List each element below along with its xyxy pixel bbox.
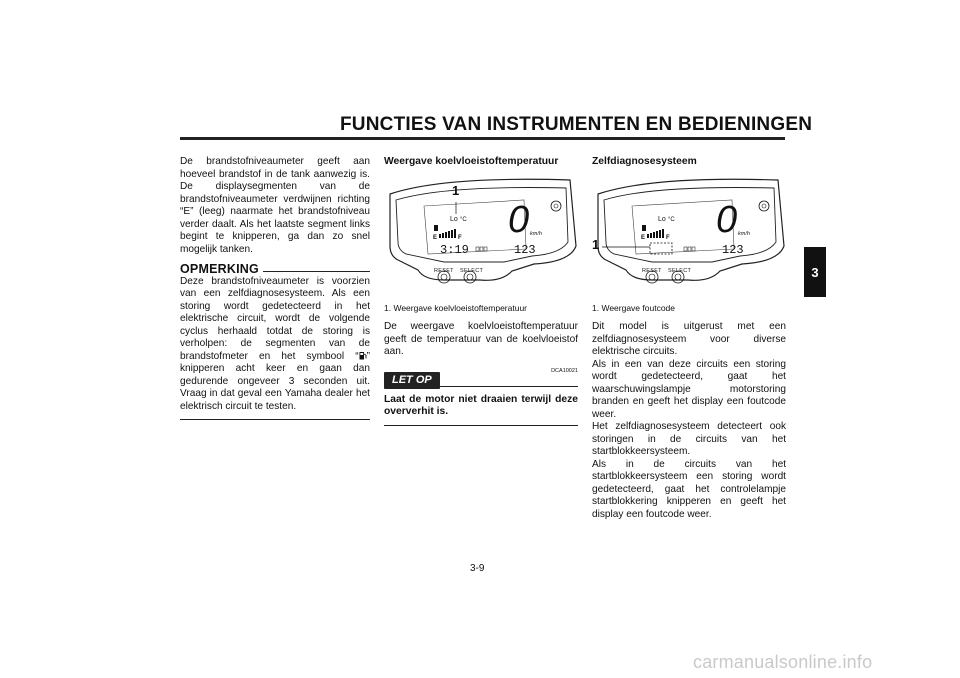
select-label: SELECT	[460, 267, 484, 274]
fuel-e-label: E	[641, 234, 646, 241]
warning-indicator-icon	[551, 201, 561, 211]
note-title: OPMERKING	[180, 262, 259, 276]
callout-number: 1	[452, 182, 460, 198]
note-text-part-1: Deze brandstofniveaumeter is voorzien van een zelfdiagnosesysteem. Als een storing wordt gedetecteerd in het elektrische circuit, wordt de volgende cyclus herhaald totdat de storing is verholpen: de segmenten van de brandstofmeter en het symbool “	[180, 275, 370, 362]
column-2	[384, 156, 578, 426]
note-end-rule	[180, 419, 370, 420]
fuel-f-label: F	[458, 234, 462, 241]
diagnosis-paragraph: Als in een van deze circuits een storing wordt gedetecteerd, gaat het waarschuwingslampje motorstoring branden en geeft het display een foutcode weer.	[592, 358, 786, 420]
page-title: FUNCTIES VAN INSTRUMENTEN EN BEDIENINGEN	[340, 114, 813, 135]
clock-readout: 3:19	[440, 242, 469, 257]
reset-label: RESET	[434, 267, 454, 274]
figure-caption: 1. Weergave koelvloeistoftemperatuur	[384, 302, 528, 313]
note-text	[180, 276, 370, 414]
select-label: SELECT	[668, 267, 692, 274]
figure-caption: 1. Weergave foutcode	[592, 302, 676, 313]
caution-badge: LET OP	[384, 372, 440, 389]
column-1	[180, 156, 370, 420]
celsius-unit: °C	[668, 216, 675, 223]
odometer-readout: 123	[722, 242, 744, 257]
callout-number: 1	[592, 236, 600, 252]
lo-readout: Lo	[450, 215, 458, 223]
fuel-gauge-intro: De brandstofniveaumeter geeft aan hoeveel brandstof in de tank aanwezig is. De displaysegmenten van de brandstofniveaumeter verdwijnen richting “E” (leeg) naarmate het brandstofniveau verder daalt. Als het laatste segment links begint te knipperen, ga dan zo snel mogelijk tanken.	[180, 156, 370, 255]
speed-unit: km/h	[738, 230, 750, 237]
fuel-gauge-segments	[439, 229, 456, 238]
caution-rule	[440, 386, 578, 387]
diagnosis-paragraph: Als in de circuits van het startblokkeersysteem een storing wordt gedetecteerd, gaat het controlelampje startblokkering knipperen en geeft het display een foutcode weer.	[592, 458, 786, 520]
fuel-gauge-segments	[647, 229, 664, 238]
caution-header	[384, 365, 578, 389]
coolant-section-title: Weergave koelvloeistoftemperatuur	[384, 156, 559, 167]
fuel-f-label: F	[666, 234, 670, 241]
speed-readout: 0	[716, 198, 738, 241]
fuel-pump-icon	[434, 225, 438, 231]
diagnosis-paragraph: Dit model is uitgerust met een zelfdiagnosesysteem voor diverse elektrische circuits.	[592, 321, 786, 357]
warning-indicator-icon	[759, 201, 769, 211]
odometer-readout: 123	[514, 242, 536, 257]
note-rule	[263, 271, 370, 272]
odometer-indicator	[684, 247, 695, 251]
note-header	[180, 263, 370, 276]
caution-text: Laat de motor niet draaien terwijl deze oververhit is.	[384, 393, 578, 417]
odometer-indicator	[476, 247, 487, 251]
celsius-unit: °C	[460, 216, 467, 223]
lo-readout: Lo	[658, 215, 666, 223]
error-code-figure	[592, 176, 786, 296]
note-text-part-2: ” knipperen acht keer en gaan dan gedurende ongeveer 3 seconden uit. Vraag in dat geval een Yamaha dealer het elektrisch circuit te testen.	[180, 350, 370, 412]
column-3	[592, 156, 786, 521]
instrument-cluster-illustration	[384, 176, 578, 296]
speed-unit: km/h	[530, 230, 542, 237]
diagnosis-paragraph: Het zelfdiagnosesysteem detecteert ook storingen in de circuits van het startblokkeersysteem.	[592, 421, 786, 457]
speed-readout: 0	[508, 198, 530, 241]
fuel-e-label: E	[433, 234, 438, 241]
coolant-description: De weergave koelvloeistoftemperatuur geeft de temperatuur van de koelvloeistof aan.	[384, 321, 578, 357]
reset-label: RESET	[642, 267, 662, 274]
fuel-pump-icon	[359, 351, 367, 360]
watermark: carmanualsonline.info	[693, 652, 873, 672]
self-diagnosis-section-title: Zelfdiagnosesysteem	[592, 156, 697, 167]
chapter-tab: 3	[804, 247, 826, 297]
fuel-pump-icon	[642, 225, 646, 231]
page-number: 3-9	[470, 563, 485, 574]
caution-code: DCA10021	[551, 367, 578, 374]
coolant-display-figure	[384, 176, 578, 296]
header-rule	[180, 137, 785, 140]
instrument-cluster-illustration	[592, 176, 786, 296]
caution-end-rule	[384, 425, 578, 426]
